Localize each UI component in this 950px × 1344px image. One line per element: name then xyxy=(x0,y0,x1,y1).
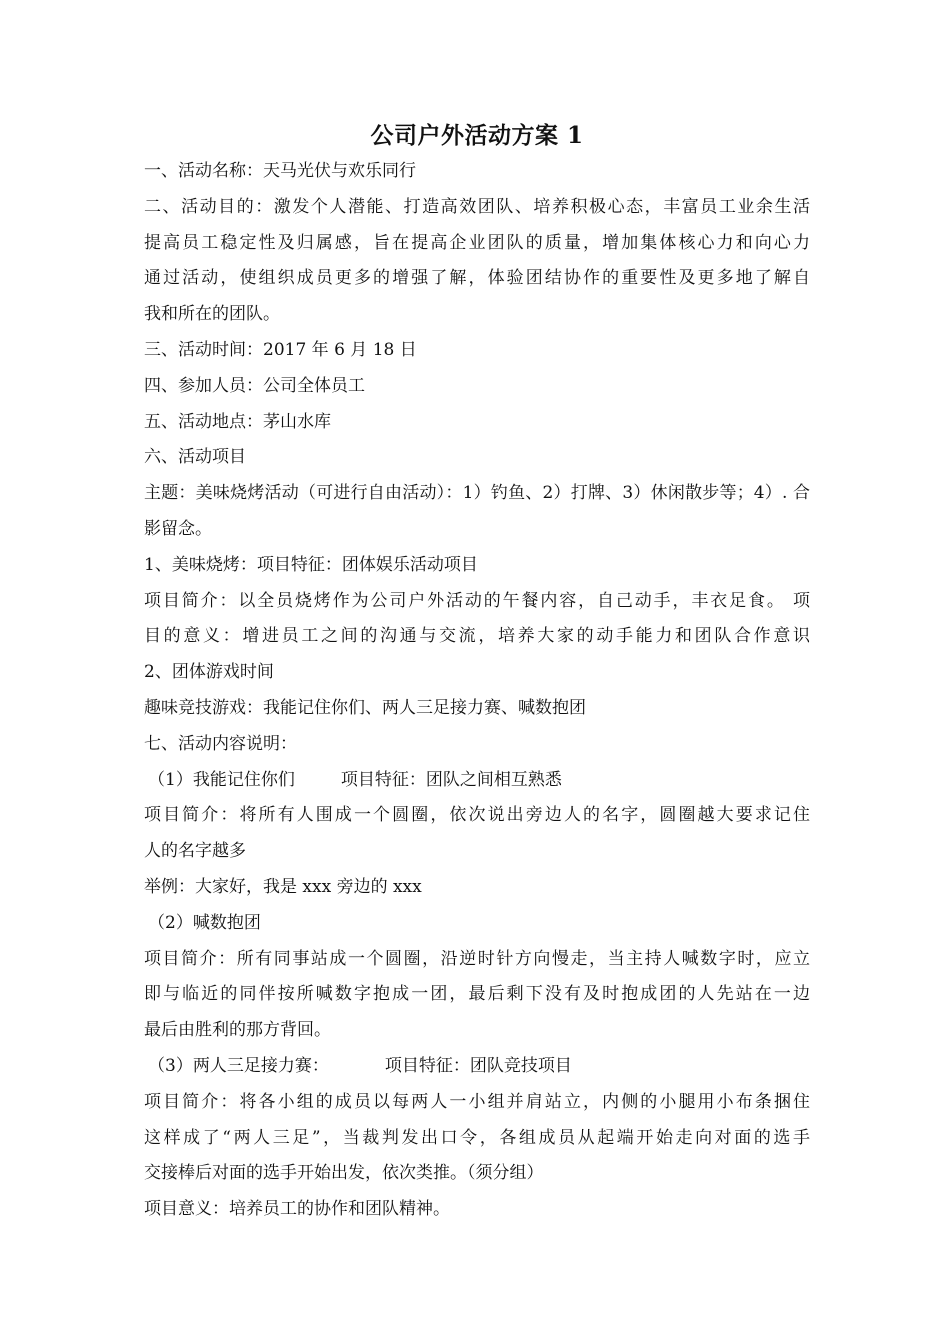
text-line: 举例：大家好，我是 xxx 旁边的 xxx xyxy=(144,876,422,897)
text-line: 三、活动时间：2017 年 6 月 18 日 xyxy=(144,339,417,360)
text-line: 目的意义：增进员工之间的沟通与交流，培养大家的动手能力和团队合作意识 xyxy=(144,626,810,647)
text-line: 一、活动名称：天马光伏与欢乐同行 xyxy=(144,161,416,181)
text-line: 我和所在的团队。 xyxy=(144,304,280,325)
text-line: 最后由胜利的那方背回。 xyxy=(144,1020,331,1041)
text-line: 项目简介：将各小组的成员以每两人一小组并肩站立，内侧的小腿用小布条捆住 xyxy=(144,1091,810,1112)
text-line: 二、活动目的：激发个人潜能、打造高效团队、培养积极心态，丰富员工业余生活 xyxy=(144,196,810,217)
text-line: 趣味竞技游戏：我能记住你们、两人三足接力赛、喊数抱团 xyxy=(144,697,586,718)
text-line: 通过活动，使组织成员更多的增强了解，体验团结协作的重要性及更多地了解自 xyxy=(144,268,810,289)
document-title: 公司户外活动方案 1 xyxy=(370,122,584,149)
text-line: 人的名字越多 xyxy=(144,841,246,862)
item-feature: 项目特征：团队竞技项目 xyxy=(384,1055,572,1076)
text-line: 项目简介：所有同事站成一个圆圈，沿逆时针方向慢走，当主持人喊数字时，应立 xyxy=(144,948,810,969)
text-line xyxy=(144,1049,810,1085)
text-line: （2）喊数抱团 xyxy=(148,912,261,933)
text-line: 五、活动地点：茅山水库 xyxy=(144,411,331,432)
text-line xyxy=(144,763,810,799)
text-line: 四、参加人员：公司全体员工 xyxy=(144,375,365,396)
text-line: 七、活动内容说明： xyxy=(144,733,297,754)
text-line: 六、活动项目 xyxy=(144,447,246,468)
text-line: 项目简介：将所有人围成一个圆圈，依次说出旁边人的名字，圆圈越大要求记住 xyxy=(144,805,810,826)
text-line: 主题：美味烧烤活动（可进行自由活动）：1）钓鱼、2）打牌、3）休闲散步等；4）. 合 xyxy=(144,483,810,504)
item-name: （1）我能记住你们 xyxy=(148,769,295,790)
text-line: 交接棒后对面的选手开始出发，依次类推。（须分组） xyxy=(144,1163,544,1184)
text-line: 即与临近的同伴按所喊数字抱成一团，最后剩下没有及时抱成团的人先站在一边 xyxy=(144,984,810,1005)
text-line: 2、团体游戏时间 xyxy=(144,662,274,683)
item-name: （3）两人三足接力赛： xyxy=(148,1055,329,1076)
text-line: 项目意义：培养员工的协作和团队精神。 xyxy=(144,1199,450,1220)
item-feature: 项目特征：团队之间相互熟悉 xyxy=(340,769,562,790)
text-line: 1、美味烧烤：项目特征：团体娱乐活动项目 xyxy=(144,554,478,575)
text-line: 影留念。 xyxy=(144,518,212,539)
text-line: 这样成了“两人三足”，当裁判发出口令，各组成员从起端开始走向对面的选手 xyxy=(144,1127,810,1148)
text-line: 项目简介：以全员烧烤作为公司户外活动的午餐内容，自己动手，丰衣足食。 项 xyxy=(144,590,810,611)
document-body xyxy=(144,118,810,1228)
text-line: 提高员工稳定性及归属感，旨在提高企业团队的质量，增加集体核心力和向心力 xyxy=(144,232,810,253)
